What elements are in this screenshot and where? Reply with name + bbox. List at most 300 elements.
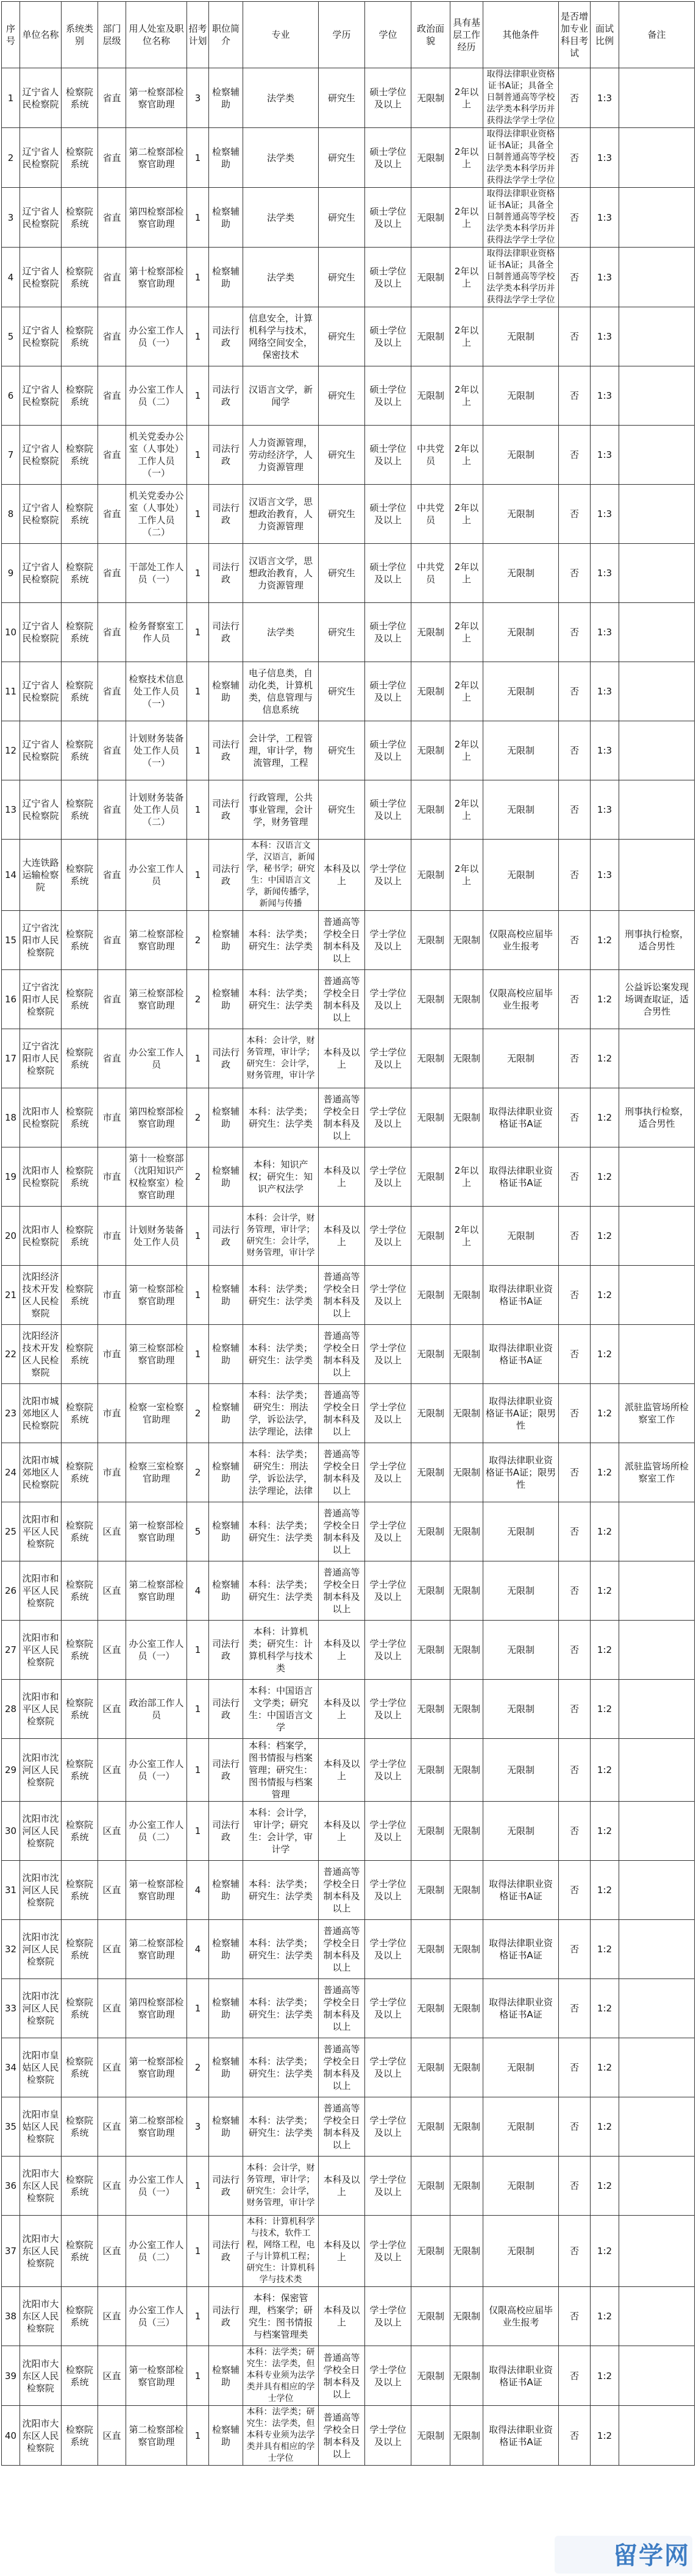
table-cell: 24 — [2, 1443, 20, 1502]
table-cell: 第十检察部检察官助理 — [126, 248, 187, 307]
table-row — [2, 1739, 695, 1802]
table-cell: 沈阳市城郊地区人民检察院 — [20, 1443, 62, 1502]
table-cell: 硕士学位及以上 — [365, 128, 411, 188]
column-header: 备注 — [619, 2, 695, 68]
table-cell: 3 — [2, 188, 20, 248]
table-cell: 1:2 — [591, 2287, 619, 2346]
table-cell: 4 — [2, 248, 20, 307]
table-cell: 检务督察室工作人员 — [126, 603, 187, 662]
table-cell: 第二检察部检察官助理 — [126, 2406, 187, 2466]
table-cell: 检察辅助 — [209, 1920, 243, 1979]
table-cell: 本科及以上 — [319, 2216, 365, 2287]
table-cell — [619, 128, 695, 188]
table-cell: 公益诉讼案发现场调查取证，适合男性 — [619, 970, 695, 1029]
table-cell: 学士学位及以上 — [365, 1802, 411, 1861]
column-header: 具有基层工作经历 — [450, 2, 483, 68]
table-row — [2, 366, 695, 426]
table-cell: 31 — [2, 1861, 20, 1920]
table-cell: 无限制 — [411, 911, 450, 970]
column-header: 面试比例 — [591, 2, 619, 68]
table-cell: 无限制 — [411, 1502, 450, 1561]
table-cell: 派驻监管场所检察室工作 — [619, 1443, 695, 1502]
table-cell: 研究生 — [319, 662, 365, 721]
table-cell: 否 — [559, 2097, 591, 2157]
table-cell: 学士学位及以上 — [365, 911, 411, 970]
table-cell: 否 — [559, 2038, 591, 2097]
table-cell: 无限制 — [483, 662, 559, 721]
column-header: 序号 — [2, 2, 20, 68]
table-cell: 1:2 — [591, 1979, 619, 2038]
table-cell: 无限制 — [411, 1680, 450, 1739]
table-cell: 办公室工作人员（三） — [126, 2287, 187, 2346]
table-cell: 无限制 — [411, 1384, 450, 1443]
table-cell: 1:2 — [591, 1029, 619, 1088]
table-cell: 检察辅助 — [209, 662, 243, 721]
table-cell — [619, 366, 695, 426]
table-cell: 第一检察部检察官助理 — [126, 1266, 187, 1325]
table-row — [2, 1443, 695, 1502]
table-cell: 28 — [2, 1680, 20, 1739]
table-cell: 本科：法学类；研究生：法学类 — [243, 1502, 319, 1561]
table-cell: 辽宁省沈阳市人民检察院 — [20, 911, 62, 970]
table-cell: 电子信息类，自动化类，计算机类，信息管理与信息系统 — [243, 662, 319, 721]
table-cell: 取得法律职业资格证书A证；具备全日制普通高等学校法学类本科学历并获得法学学士学位 — [483, 248, 559, 307]
table-cell: 沈阳市沈河区人民检察院 — [20, 1739, 62, 1802]
table-cell — [619, 248, 695, 307]
table-cell: 1:2 — [591, 1502, 619, 1561]
table-cell: 第十一检察部（沈阳知识产权检察室）检察官助理 — [126, 1147, 187, 1207]
table-cell: 检察辅助 — [209, 188, 243, 248]
table-cell: 硕士学位及以上 — [365, 603, 411, 662]
table-cell: 硕士学位及以上 — [365, 248, 411, 307]
table-cell: 派驻监管场所检察室工作 — [619, 1384, 695, 1443]
table-cell: 辽宁省人民检察院 — [20, 128, 62, 188]
table-cell: 检察院系统 — [62, 1502, 98, 1561]
table-cell: 10 — [2, 603, 20, 662]
table-cell: 市直 — [98, 1325, 126, 1384]
table-cell: 无限制 — [483, 1029, 559, 1088]
table-cell: 本科及以上 — [319, 1680, 365, 1739]
table-cell: 普通高等学校全日制本科及以上 — [319, 1561, 365, 1621]
table-cell: 学士学位及以上 — [365, 2216, 411, 2287]
table-cell: 1:2 — [591, 2406, 619, 2466]
table-row — [2, 1384, 695, 1443]
table-cell: 省直 — [98, 840, 126, 911]
table-cell: 辽宁省人民检察院 — [20, 68, 62, 128]
table-cell: 司法行政 — [209, 721, 243, 780]
table-cell: 无限制 — [483, 780, 559, 840]
table-cell: 无限制 — [411, 603, 450, 662]
column-header: 单位名称 — [20, 2, 62, 68]
table-cell: 本科：档案学，图书情报与档案管理；研究生：图书情报与档案管理 — [243, 1739, 319, 1802]
table-cell: 否 — [559, 780, 591, 840]
table-cell: 无限制 — [450, 911, 483, 970]
table-cell: 1 — [187, 1266, 209, 1325]
table-cell: 区直 — [98, 2097, 126, 2157]
table-cell: 司法行政 — [209, 426, 243, 485]
table-cell: 普通高等学校全日制本科及以上 — [319, 2406, 365, 2466]
table-cell: 无限制 — [483, 485, 559, 544]
table-cell: 研究生 — [319, 68, 365, 128]
table-cell: 机关党委办公室（人事处）工作人员（一） — [126, 426, 187, 485]
table-cell: 无限制 — [450, 1802, 483, 1861]
table-cell: 38 — [2, 2287, 20, 2346]
table-cell: 检察院系统 — [62, 485, 98, 544]
table-cell: 否 — [559, 2406, 591, 2466]
table-cell: 省直 — [98, 426, 126, 485]
table-cell: 本科：会计学，财务管理，审计学；研究生：会计学，财务管理，审计学 — [243, 1029, 319, 1088]
table-cell: 学士学位及以上 — [365, 2346, 411, 2406]
table-cell: 学士学位及以上 — [365, 840, 411, 911]
table-cell: 无限制 — [450, 1861, 483, 1920]
table-cell: 18 — [2, 1088, 20, 1147]
table-cell: 区直 — [98, 1502, 126, 1561]
table-cell: 无限制 — [411, 1920, 450, 1979]
header-row — [2, 2, 695, 68]
table-row — [2, 188, 695, 248]
table-cell: 办公室工作人员（一） — [126, 307, 187, 366]
table-cell: 1 — [187, 1207, 209, 1266]
table-cell: 8 — [2, 485, 20, 544]
table-cell: 检察辅助 — [209, 2406, 243, 2466]
table-cell: 辽宁省人民检察院 — [20, 603, 62, 662]
table-cell: 取得法律职业资格证书A证 — [483, 1088, 559, 1147]
table-cell: 1 — [187, 544, 209, 603]
table-cell: 检察院系统 — [62, 2406, 98, 2466]
table-cell: 1 — [187, 307, 209, 366]
table-cell: 司法行政 — [209, 603, 243, 662]
table-cell — [619, 2216, 695, 2287]
table-cell: 1 — [187, 485, 209, 544]
table-cell: 辽宁省人民检察院 — [20, 544, 62, 603]
table-cell: 2年以上 — [450, 128, 483, 188]
table-cell: 检察辅助 — [209, 1561, 243, 1621]
table-cell: 否 — [559, 2216, 591, 2287]
table-cell: 2 — [187, 911, 209, 970]
table-cell: 25 — [2, 1502, 20, 1561]
table-cell: 检察院系统 — [62, 1088, 98, 1147]
table-cell — [619, 721, 695, 780]
table-cell: 第二检察部检察官助理 — [126, 1561, 187, 1621]
table-cell: 否 — [559, 1861, 591, 1920]
table-cell: 本科：会计学，财务管理，审计学；研究生：会计学，财务管理，审计学 — [243, 1207, 319, 1266]
table-cell: 无限制 — [411, 2346, 450, 2406]
table-cell: 1:3 — [591, 780, 619, 840]
table-cell: 第二检察部检察官助理 — [126, 2097, 187, 2157]
table-cell: 普通高等学校全日制本科及以上 — [319, 2038, 365, 2097]
table-cell: 无限制 — [483, 721, 559, 780]
table-cell: 无限制 — [411, 2157, 450, 2216]
table-row — [2, 248, 695, 307]
table-cell: 否 — [559, 366, 591, 426]
table-cell: 检察辅助 — [209, 248, 243, 307]
table-cell: 无限制 — [411, 2406, 450, 2466]
table-row — [2, 2097, 695, 2157]
table-cell: 无限制 — [411, 1147, 450, 1207]
table-cell: 中共党员 — [411, 544, 450, 603]
table-cell — [619, 1325, 695, 1384]
table-cell: 区直 — [98, 1920, 126, 1979]
table-cell: 取得法律职业资格证书A证；限男性 — [483, 1443, 559, 1502]
table-cell: 辽宁省沈阳市人民检察院 — [20, 1029, 62, 1088]
table-cell: 省直 — [98, 911, 126, 970]
table-cell: 学士学位及以上 — [365, 970, 411, 1029]
table-cell: 1:2 — [591, 2216, 619, 2287]
table-cell: 区直 — [98, 2406, 126, 2466]
table-cell: 行政管理，公共事业管理，会计学，财务管理 — [243, 780, 319, 840]
table-cell: 学士学位及以上 — [365, 1680, 411, 1739]
table-cell: 省直 — [98, 307, 126, 366]
table-cell: 本科：会计学，财务管理，审计学；研究生：会计学，财务管理，审计学 — [243, 2157, 319, 2216]
table-cell: 1 — [187, 1680, 209, 1739]
table-cell: 市直 — [98, 1266, 126, 1325]
table-cell: 1 — [187, 1029, 209, 1088]
table-cell: 沈阳市大东区人民检察院 — [20, 2216, 62, 2287]
table-cell: 检察院系统 — [62, 1207, 98, 1266]
table-cell: 无限制 — [483, 2097, 559, 2157]
table-cell: 2年以上 — [450, 366, 483, 426]
table-cell: 沈阳经济技术开发区人民检察院 — [20, 1325, 62, 1384]
table-cell: 无限制 — [450, 2346, 483, 2406]
table-cell: 否 — [559, 1384, 591, 1443]
table-cell: 检察辅助 — [209, 128, 243, 188]
table-cell: 检察院系统 — [62, 2038, 98, 2097]
column-header: 其他条件 — [483, 2, 559, 68]
table-cell: 否 — [559, 485, 591, 544]
table-cell: 检察院系统 — [62, 544, 98, 603]
table-cell: 无限制 — [411, 68, 450, 128]
table-cell: 1:3 — [591, 485, 619, 544]
table-cell — [619, 1621, 695, 1680]
table-cell: 无限制 — [411, 366, 450, 426]
table-cell: 1 — [187, 1739, 209, 1802]
table-cell: 1:2 — [591, 1384, 619, 1443]
table-cell: 学士学位及以上 — [365, 1502, 411, 1561]
table-cell: 2 — [187, 1443, 209, 1502]
table-cell: 1:3 — [591, 68, 619, 128]
table-cell: 否 — [559, 1621, 591, 1680]
table-cell: 区直 — [98, 2216, 126, 2287]
table-cell: 1:3 — [591, 307, 619, 366]
table-cell: 否 — [559, 426, 591, 485]
table-cell: 普通高等学校全日制本科及以上 — [319, 970, 365, 1029]
table-cell: 2年以上 — [450, 1147, 483, 1207]
table-cell: 沈阳市沈河区人民检察院 — [20, 1920, 62, 1979]
table-cell: 市直 — [98, 1384, 126, 1443]
table-row — [2, 662, 695, 721]
table-cell: 司法行政 — [209, 485, 243, 544]
table-cell — [619, 1680, 695, 1739]
table-cell: 沈阳市沈河区人民检察院 — [20, 1979, 62, 2038]
table-cell: 省直 — [98, 366, 126, 426]
table-cell: 2年以上 — [450, 426, 483, 485]
table-cell: 计划财务装备处工作人员 — [126, 1207, 187, 1266]
table-cell: 本科及以上 — [319, 1739, 365, 1802]
table-cell: 第四检察部检察官助理 — [126, 1088, 187, 1147]
table-cell: 硕士学位及以上 — [365, 721, 411, 780]
table-cell: 省直 — [98, 485, 126, 544]
table-cell: 学士学位及以上 — [365, 1621, 411, 1680]
table-cell: 无限制 — [483, 2216, 559, 2287]
table-header — [2, 2, 695, 68]
table-cell: 辽宁省人民检察院 — [20, 485, 62, 544]
table-cell — [619, 485, 695, 544]
table-cell: 无限制 — [483, 603, 559, 662]
table-cell: 1:2 — [591, 1739, 619, 1802]
table-cell: 本科：中国语言文学类；研究生：中国语言文学 — [243, 1680, 319, 1739]
table-cell: 1 — [187, 780, 209, 840]
table-cell: 否 — [559, 721, 591, 780]
table-cell: 1 — [187, 662, 209, 721]
table-cell: 检察院系统 — [62, 662, 98, 721]
table-row — [2, 840, 695, 911]
table-cell: 取得法律职业资格证书A证；具备全日制普通高等学校法学类本科学历并获得法学学士学位 — [483, 68, 559, 128]
table-cell: 无限制 — [483, 2038, 559, 2097]
table-cell: 无限制 — [483, 1680, 559, 1739]
table-cell: 检察辅助 — [209, 1325, 243, 1384]
table-row — [2, 2038, 695, 2097]
table-cell: 否 — [559, 1920, 591, 1979]
table-cell: 2年以上 — [450, 68, 483, 128]
table-cell: 硕士学位及以上 — [365, 188, 411, 248]
table-cell: 无限制 — [450, 1266, 483, 1325]
table-cell: 2 — [187, 1088, 209, 1147]
table-cell: 学士学位及以上 — [365, 1861, 411, 1920]
table-cell: 硕士学位及以上 — [365, 426, 411, 485]
table-cell: 本科：法学类；研究生：法学类 — [243, 1979, 319, 2038]
table-cell: 区直 — [98, 1561, 126, 1621]
table-cell: 23 — [2, 1384, 20, 1443]
table-cell: 5 — [187, 1502, 209, 1561]
column-header: 政治面貌 — [411, 2, 450, 68]
table-cell: 第一检察部检察官助理 — [126, 68, 187, 128]
table-cell: 无限制 — [450, 2216, 483, 2287]
table-cell: 1:2 — [591, 1561, 619, 1621]
table-cell: 普通高等学校全日制本科及以上 — [319, 1502, 365, 1561]
table-cell: 法学类 — [243, 128, 319, 188]
table-cell: 16 — [2, 970, 20, 1029]
table-cell — [619, 1861, 695, 1920]
table-cell: 第四检察部检察官助理 — [126, 188, 187, 248]
table-cell: 市直 — [98, 1207, 126, 1266]
table-cell: 否 — [559, 307, 591, 366]
column-header: 招考计划 — [187, 2, 209, 68]
table-cell: 无限制 — [450, 1680, 483, 1739]
table-cell: 法学类 — [243, 248, 319, 307]
table-cell: 27 — [2, 1621, 20, 1680]
table-cell: 1 — [187, 128, 209, 188]
table-cell: 2 — [187, 970, 209, 1029]
table-cell: 36 — [2, 2157, 20, 2216]
table-cell — [619, 1266, 695, 1325]
table-cell: 省直 — [98, 603, 126, 662]
table-cell: 汉语言文学，新闻学 — [243, 366, 319, 426]
table-cell: 区直 — [98, 2157, 126, 2216]
table-cell: 34 — [2, 2038, 20, 2097]
table-cell: 本科：法学类；研究生：刑法学，诉讼法学，法学理论，法律 — [243, 1384, 319, 1443]
table-cell: 本科：法学类；研究生：法学类 — [243, 1266, 319, 1325]
table-cell: 本科及以上 — [319, 840, 365, 911]
table-cell: 检察辅助 — [209, 68, 243, 128]
table-cell: 刑事执行检察，适合男性 — [619, 1088, 695, 1147]
table-cell: 研究生 — [319, 603, 365, 662]
table-cell: 区直 — [98, 2346, 126, 2406]
table-cell: 省直 — [98, 970, 126, 1029]
table-cell: 沈阳市大东区人民检察院 — [20, 2406, 62, 2466]
table-cell: 否 — [559, 2157, 591, 2216]
table-cell: 检察院系统 — [62, 1029, 98, 1088]
table-cell: 1:2 — [591, 1861, 619, 1920]
table-cell: 普通高等学校全日制本科及以上 — [319, 1920, 365, 1979]
table-cell: 无限制 — [411, 721, 450, 780]
table-cell: 检察院系统 — [62, 426, 98, 485]
table-cell: 2年以上 — [450, 248, 483, 307]
table-cell: 2年以上 — [450, 840, 483, 911]
table-cell: 市直 — [98, 1443, 126, 1502]
table-cell: 无限制 — [411, 307, 450, 366]
table-cell: 1:3 — [591, 128, 619, 188]
table-cell: 检察院系统 — [62, 128, 98, 188]
table-cell: 司法行政 — [209, 1207, 243, 1266]
table-cell: 无限制 — [411, 1979, 450, 2038]
table-cell: 1:3 — [591, 426, 619, 485]
table-cell: 检察院系统 — [62, 1443, 98, 1502]
table-cell: 无限制 — [411, 1266, 450, 1325]
table-cell: 无限制 — [411, 1207, 450, 1266]
table-cell: 本科：法学类；研究生：法学类 — [243, 1325, 319, 1384]
table-cell: 本科及以上 — [319, 1207, 365, 1266]
table-row — [2, 603, 695, 662]
table-cell: 1:2 — [591, 1920, 619, 1979]
table-cell: 研究生 — [319, 366, 365, 426]
table-cell: 硕士学位及以上 — [365, 485, 411, 544]
table-cell: 否 — [559, 970, 591, 1029]
table-cell: 29 — [2, 1739, 20, 1802]
table-cell: 检察院系统 — [62, 1802, 98, 1861]
table-cell: 普通高等学校全日制本科及以上 — [319, 2097, 365, 2157]
table-cell: 2年以上 — [450, 485, 483, 544]
table-cell: 学士学位及以上 — [365, 2097, 411, 2157]
table-row — [2, 970, 695, 1029]
table-cell: 检察辅助 — [209, 1979, 243, 2038]
table-cell: 检察辅助 — [209, 2097, 243, 2157]
table-cell: 13 — [2, 780, 20, 840]
table-cell: 研究生 — [319, 248, 365, 307]
table-cell: 2 — [187, 1147, 209, 1207]
table-cell — [619, 1561, 695, 1621]
table-cell: 司法行政 — [209, 780, 243, 840]
table-cell: 15 — [2, 911, 20, 970]
table-cell: 沈阳市和平区人民检察院 — [20, 1621, 62, 1680]
table-cell: 会计学，工程管理，审计学，物流管理，工程 — [243, 721, 319, 780]
table-row — [2, 911, 695, 970]
table-cell: 否 — [559, 248, 591, 307]
table-cell: 办公室工作人员（一） — [126, 2157, 187, 2216]
table-cell: 区直 — [98, 1979, 126, 2038]
table-cell: 辽宁省人民检察院 — [20, 721, 62, 780]
table-cell: 11 — [2, 662, 20, 721]
table-cell: 17 — [2, 1029, 20, 1088]
table-cell — [619, 2097, 695, 2157]
table-cell: 1 — [187, 2216, 209, 2287]
table-cell: 1:3 — [591, 366, 619, 426]
table-cell: 省直 — [98, 662, 126, 721]
table-cell: 沈阳市大东区人民检察院 — [20, 2287, 62, 2346]
table-cell: 否 — [559, 1147, 591, 1207]
table-cell: 司法行政 — [209, 1621, 243, 1680]
table-cell: 无限制 — [450, 2157, 483, 2216]
table-cell: 取得法律职业资格证书A证 — [483, 1861, 559, 1920]
